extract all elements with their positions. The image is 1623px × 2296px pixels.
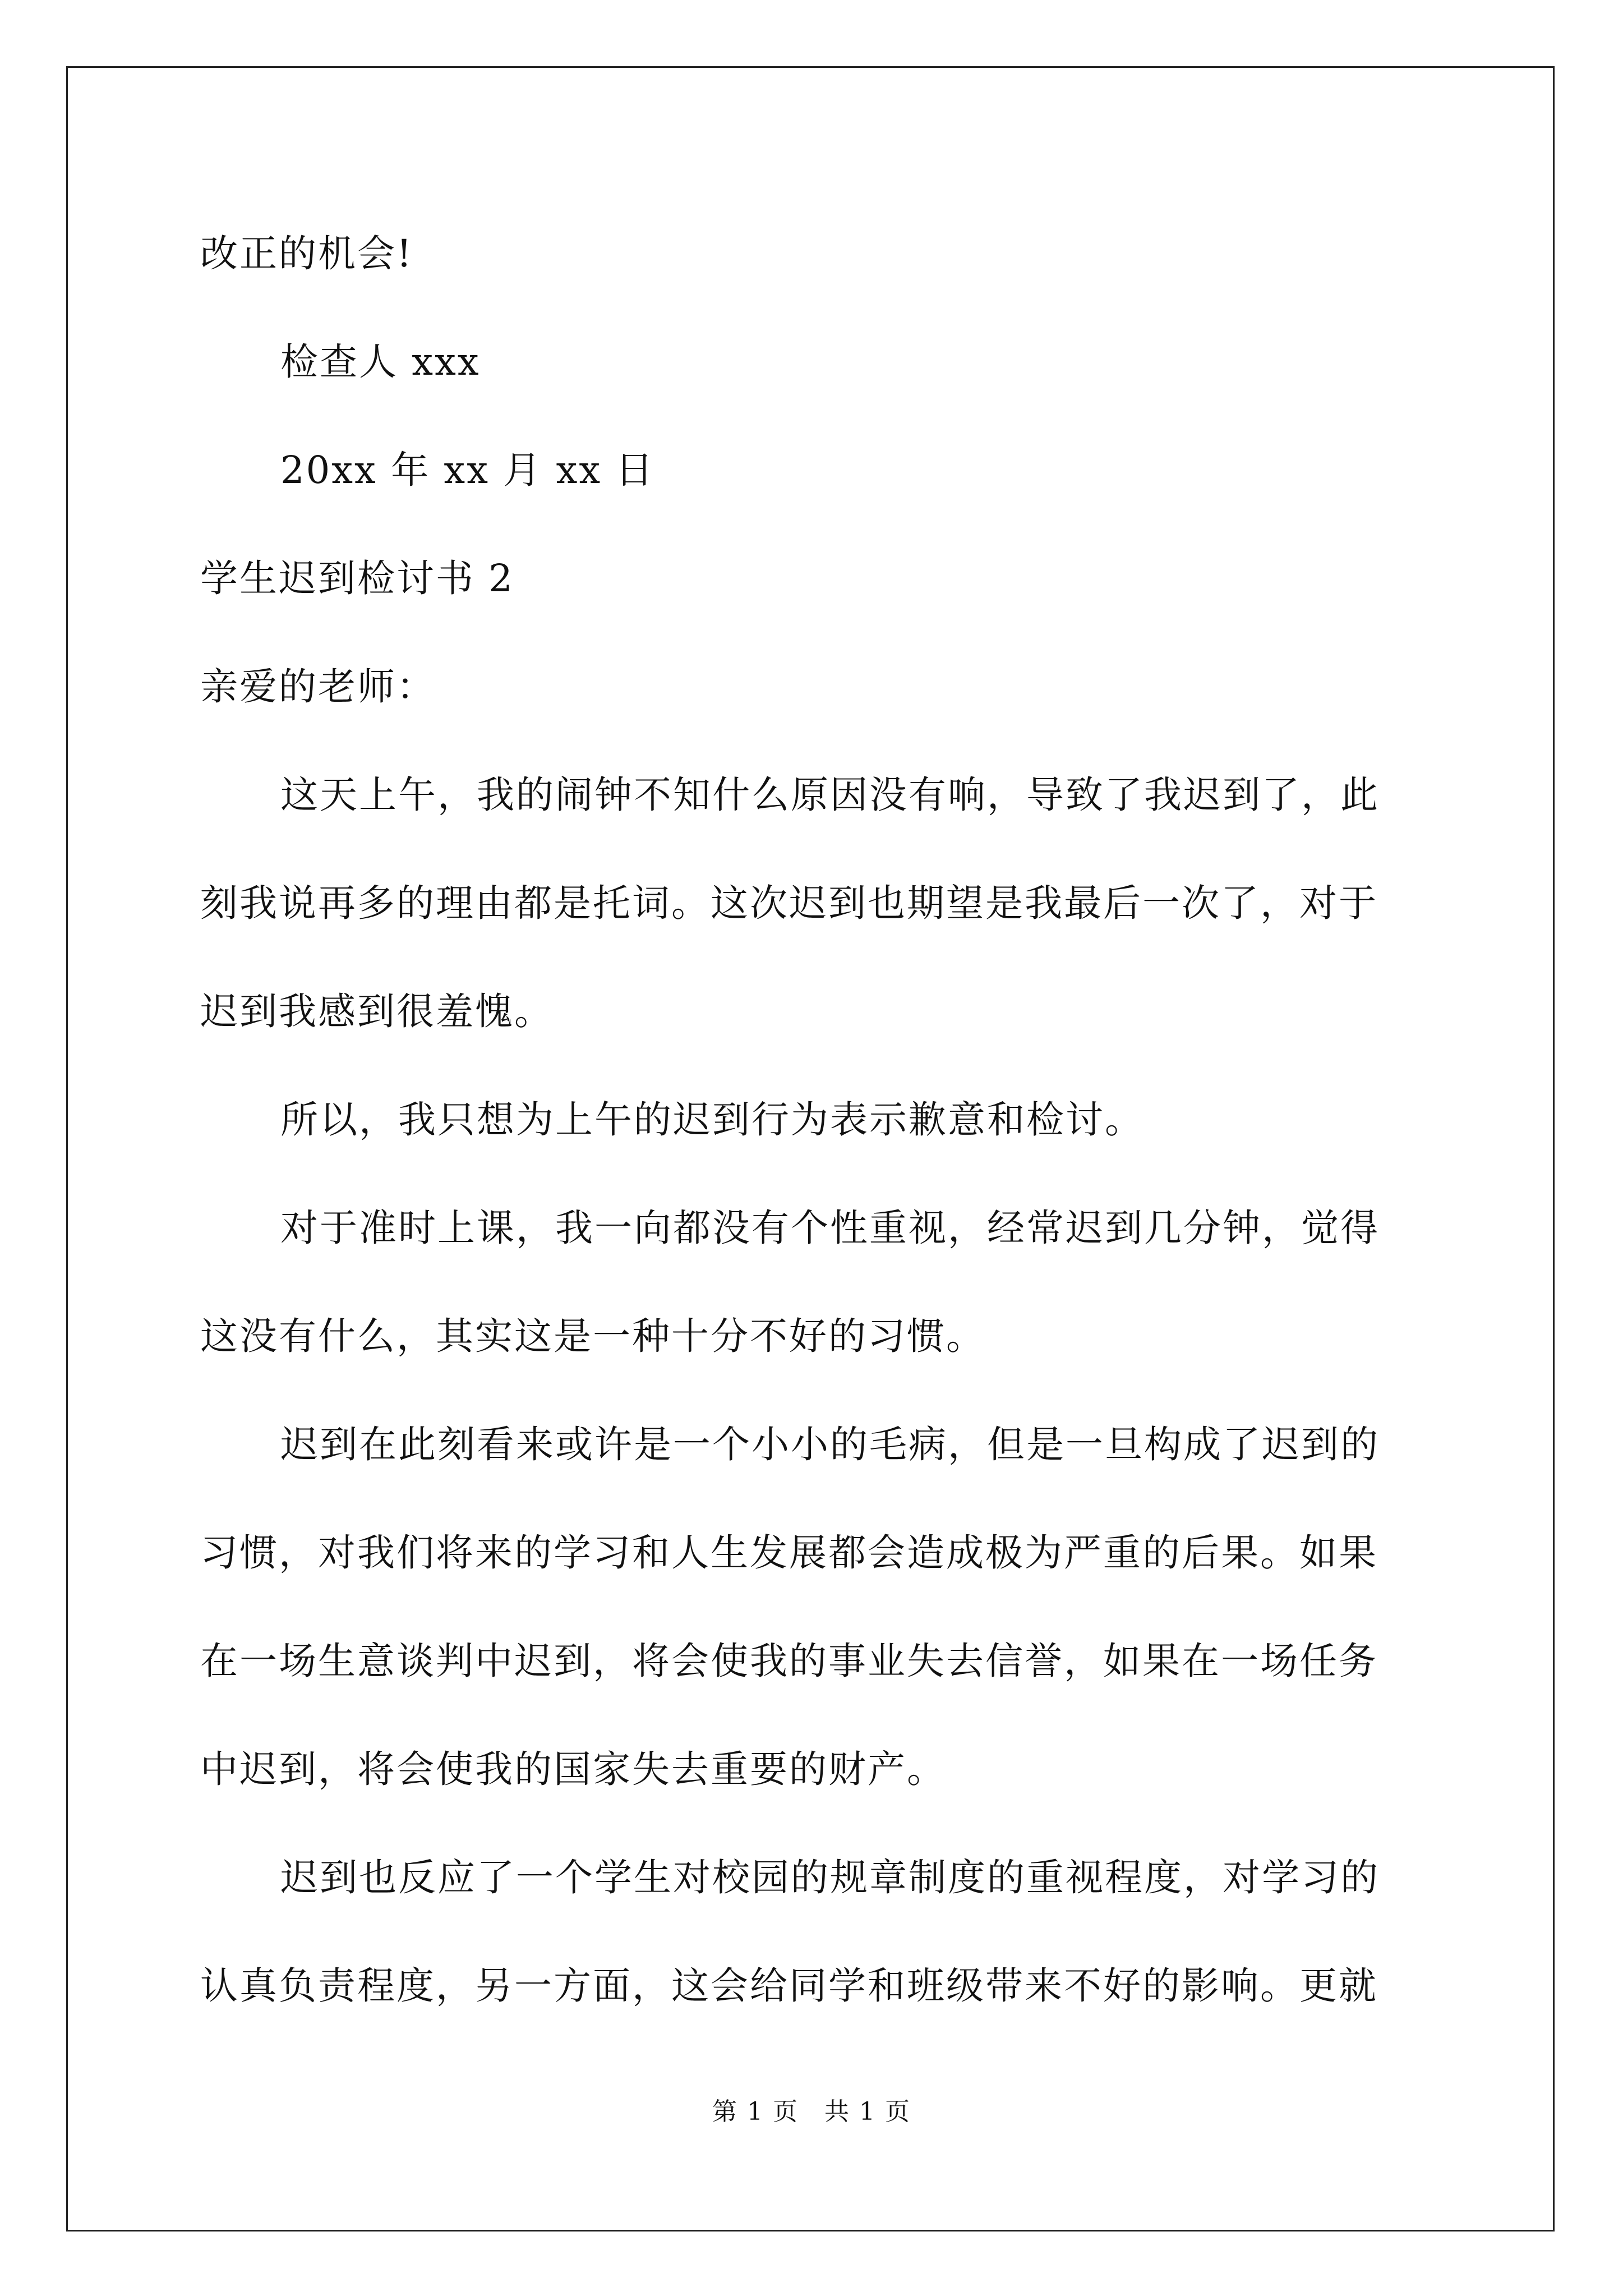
text-line: 迟到我感到很羞愧。 [200,990,554,1033]
text-line: 迟到在此刻看来或许是一个小小的毛病，但是一旦构成了迟到的 [280,1423,1380,1466]
salutation: 亲爱的老师： [200,665,436,708]
signer-line: 检查人 xxx [280,340,481,384]
text-line: 所以，我只想为上午的迟到行为表示歉意和检讨。 [280,1098,1144,1142]
text-line: 中迟到，将会使我的国家失去重要的财产。 [200,1747,946,1791]
page-footer: 第 1 页 共 1 页 [712,2097,911,2126]
text-line: 在一场生意谈判中迟到，将会使我的事业失去信誉，如果在一场任务 [200,1639,1378,1683]
text-line: 改正的机会! [200,232,413,275]
date-line: 20xx 年 xx 月 xx 日 [280,448,655,492]
page-border [66,66,1555,2231]
text-line: 习惯，对我们将来的学习和人生发展都会造成极为严重的后果。如果 [200,1531,1378,1575]
text-line: 对于准时上课，我一向都没有个性重视，经常迟到几分钟，觉得 [280,1206,1380,1250]
text-line: 这没有什么，其实这是一种十分不好的习惯。 [200,1314,985,1358]
text-line: 这天上午，我的闹钟不知什么原因没有响，导致了我迟到了，此 [280,773,1380,817]
text-line: 刻我说再多的理由都是托词。这次迟到也期望是我最后一次了，对于 [200,881,1378,925]
text-line: 认真负责程度，另一方面，这会给同学和班级带来不好的影响。更就 [200,1964,1378,2008]
section-title: 学生迟到检讨书 2 [200,556,514,600]
text-line: 迟到也反应了一个学生对校园的规章制度的重视程度，对学习的 [280,1856,1380,1899]
